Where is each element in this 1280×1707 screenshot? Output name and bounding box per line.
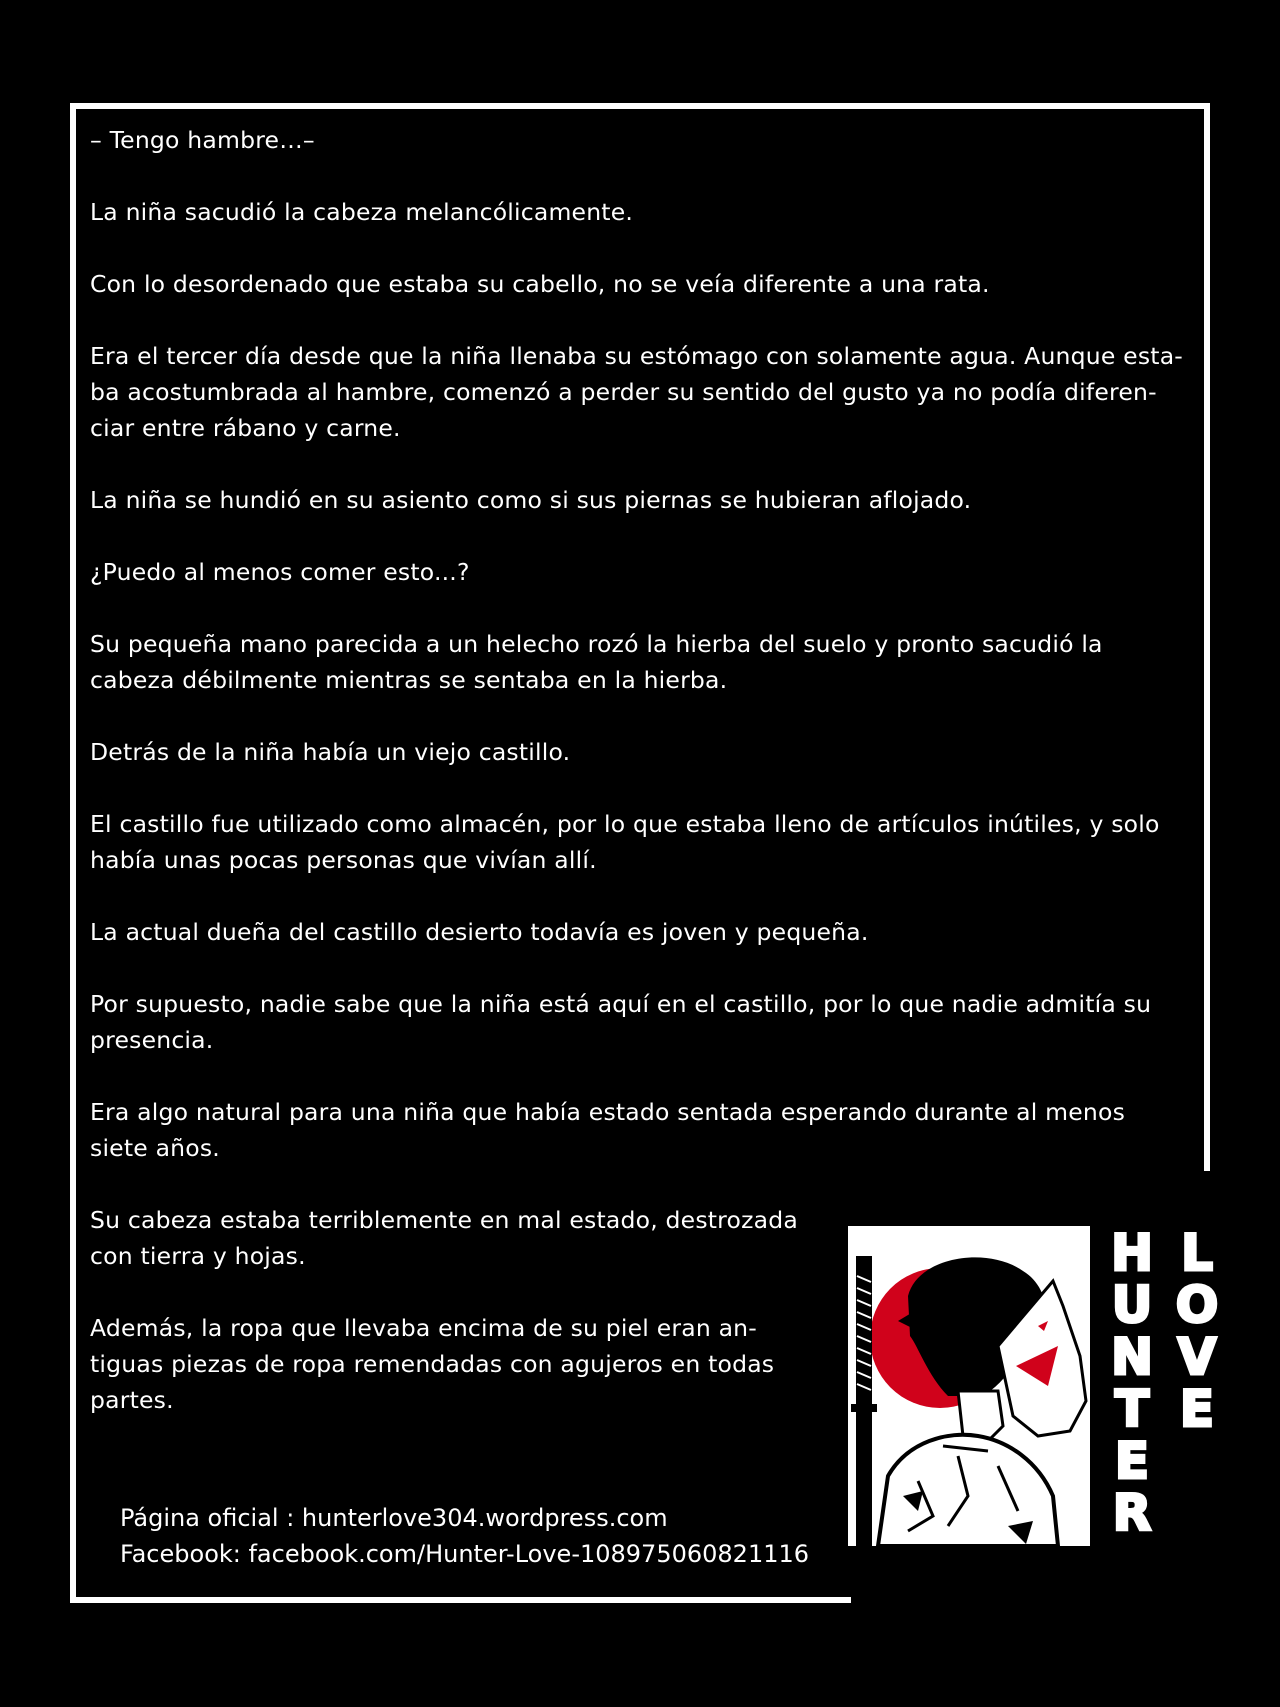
paragraph: La actual dueña del castillo desierto todavía es joven y pequeña. (90, 918, 869, 946)
logo-letter: O (1175, 1276, 1219, 1334)
paragraph: Además, la ropa que llevaba encima de su piel eran an-tiguas piezas de ropa remendadas con agujeros en todas partes. (90, 1314, 775, 1414)
logo-letter: U (1111, 1276, 1153, 1334)
samurai-fox-mask-logo-image (848, 1226, 1090, 1546)
logo-letter: N (1111, 1328, 1153, 1386)
paragraph: La niña sacudió la cabeza melancólicamente. (90, 198, 634, 226)
hunter-logo-text (1105, 1224, 1159, 1542)
logo-letter: R (1112, 1484, 1152, 1542)
paragraph: La niña se hundió en su asiento como si sus piernas se hubieran aflojado. (90, 486, 972, 514)
official-page-link[interactable]: Página oficial : hunterlove304.wordpress.com (120, 1504, 668, 1532)
facebook-link[interactable]: Facebook: facebook.com/Hunter-Love-108975060821116 (120, 1540, 810, 1568)
frame-top-border (70, 103, 1210, 109)
credits (120, 1500, 809, 1572)
paragraph: Por supuesto, nadie sabe que la niña está aquí en el castillo, por lo que nadie admitía su presencia. (90, 990, 1152, 1054)
paragraph: Su cabeza estaba terriblemente en mal estado, destrozada con tierra y hojas. (90, 1206, 798, 1270)
frame-bottom-border (70, 1597, 851, 1603)
paragraph: Era el tercer día desde que la niña llenaba su estómago con solamente agua. Aunque esta-ba acostumbrada al hambre, comenzó a perder su sentido del gusto ya no podía diferen-ciar entre rábano y carne. (90, 342, 1183, 442)
logo-letter: L (1181, 1224, 1213, 1282)
paragraph: Con lo desordenado que estaba su cabello, no se veía diferente a una rata. (90, 270, 990, 298)
logo-letter: E (1114, 1432, 1150, 1490)
frame-right-border (1204, 103, 1210, 1171)
paragraph: Detrás de la niña había un viejo castillo. (90, 738, 571, 766)
paragraph: Su pequeña mano parecida a un helecho rozó la hierba del suelo y pronto sacudió la cabeza débilmente mientras se sentaba en la hierba. (90, 630, 1103, 694)
frame-left-border (70, 103, 76, 1603)
paragraph: ¿Puedo al menos comer esto...? (90, 558, 470, 586)
logo-letter: H (1111, 1224, 1153, 1282)
logo-letter: E (1179, 1380, 1215, 1438)
paragraph: Era algo natural para una niña que había estado sentada esperando durante al menos siete años. (90, 1098, 1126, 1162)
logo-letter: T (1114, 1380, 1150, 1438)
logo-letter: V (1177, 1328, 1217, 1386)
paragraph: El castillo fue utilizado como almacén, por lo que estaba lleno de artículos inútiles, y solo había unas pocas personas que vivían allí. (90, 810, 1160, 874)
paragraph: – Tengo hambre…– (90, 126, 315, 154)
love-logo-text (1170, 1224, 1224, 1438)
